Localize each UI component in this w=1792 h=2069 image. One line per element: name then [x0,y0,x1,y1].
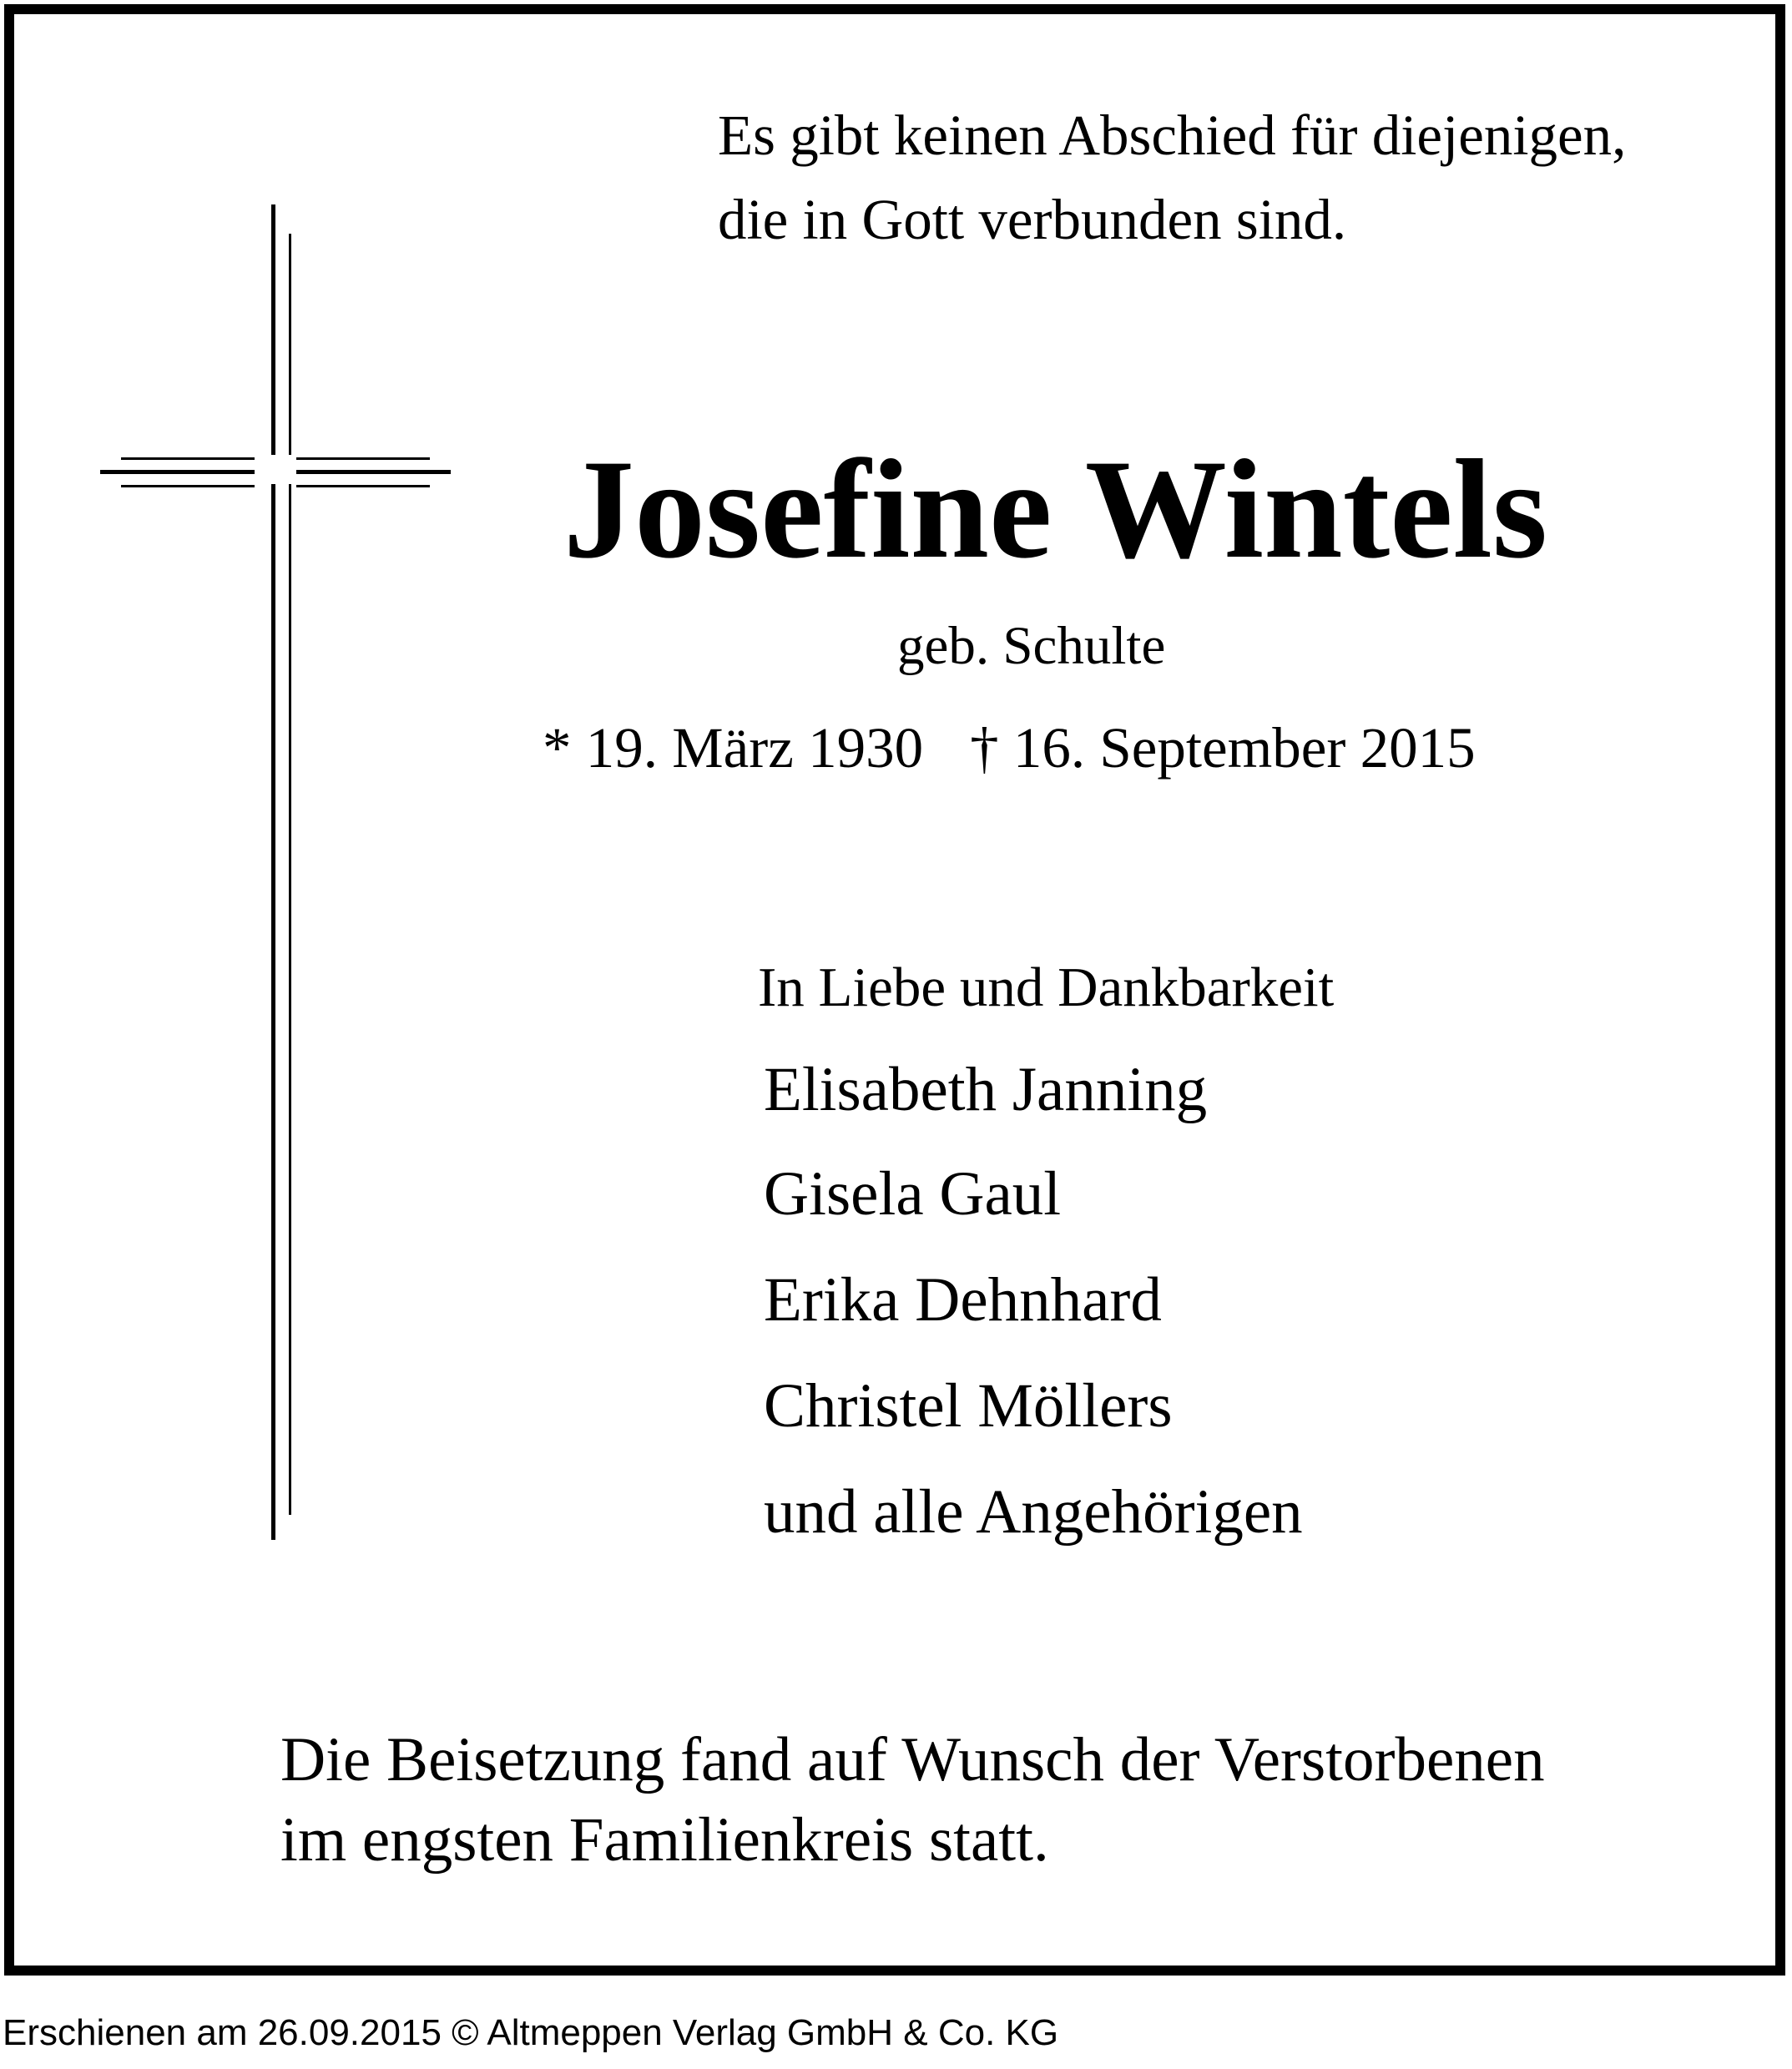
birth-name: geb. Schulte [897,616,1166,676]
mourner-name: und alle Angehörigen [764,1477,1303,1547]
deceased-name: Josefine Wintels [563,431,1548,588]
life-dates [543,716,1476,780]
mourner-name: Gisela Gaul [764,1159,1062,1229]
mourner-name: Christel Möllers [764,1371,1173,1441]
publication-footer: Erschienen am 26.09.2015 © Altmeppen Verlag GmbH & Co. KG [3,2012,1059,2053]
birth-date: * 19. März 1930 [543,716,924,780]
burial-text-line-1: Die Beisetzung fand auf Wunsch der Verstorbenen [280,1725,1545,1794]
burial-text-line-2: im engsten Familienkreis statt. [280,1805,1049,1875]
mourner-name: Erika Dehnhard [764,1265,1162,1335]
cross-icon [92,204,459,1540]
mourner-name: Elisabeth Janning [764,1055,1208,1124]
quote-line-2: die in Gott verbunden sind. [718,188,1347,251]
death-date: † 16. September 2015 [970,716,1476,780]
mourners-intro: In Liebe und Dankbarkeit [758,956,1335,1018]
quote-line-1: Es gibt keinen Abschied für diejenigen, [718,103,1627,167]
